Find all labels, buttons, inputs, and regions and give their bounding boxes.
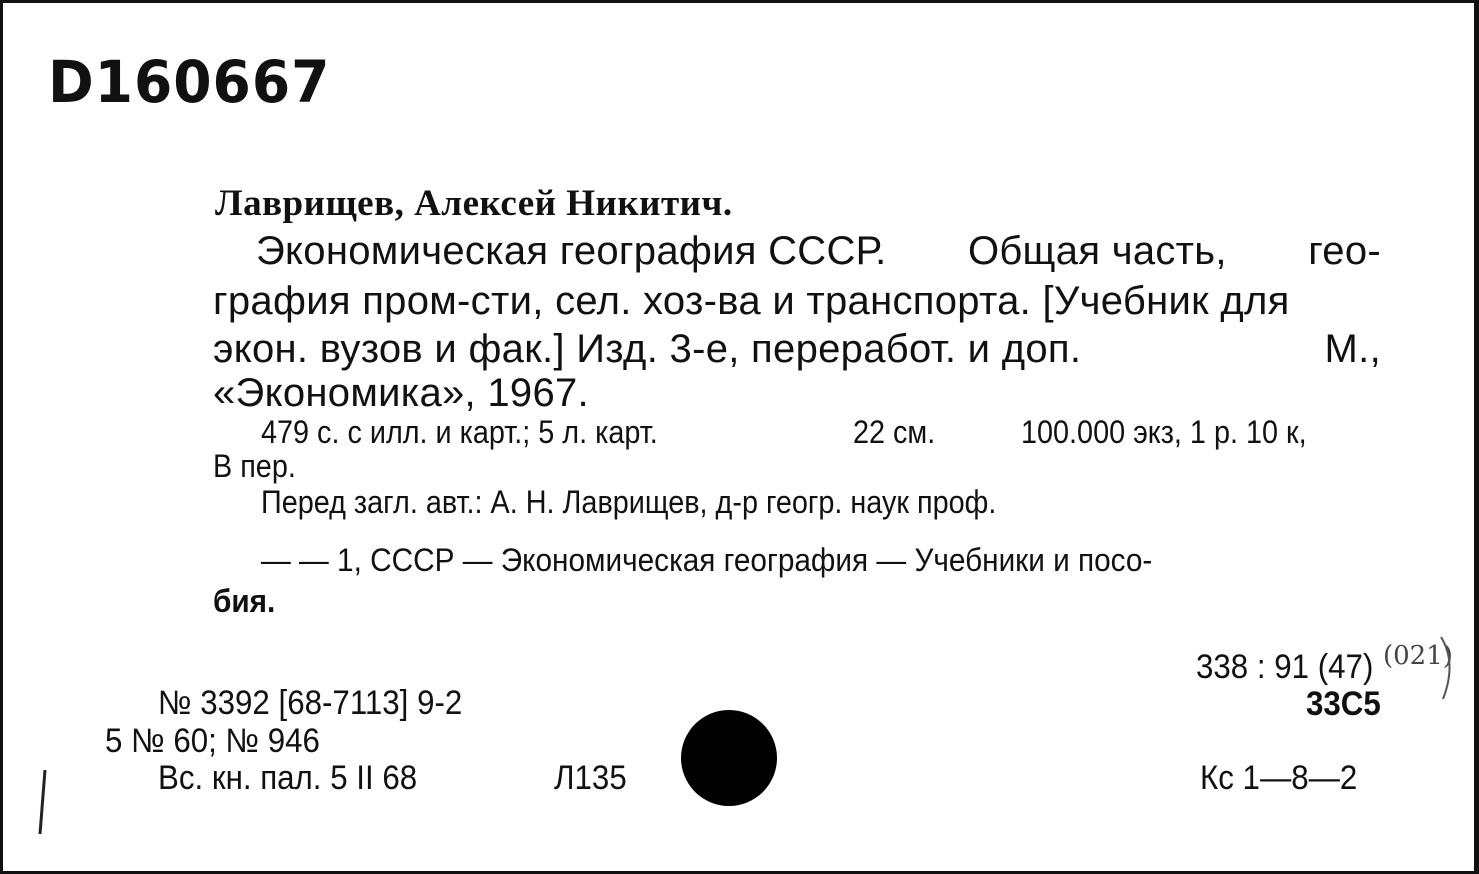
subject-line-2: бия. (213, 583, 276, 619)
udc-index: 338 : 91 (47) (1196, 648, 1374, 686)
title-line-1-part-3: гео- (1308, 229, 1381, 273)
book-chamber-date: Вс. кн. пал. 5 II 68 (158, 759, 418, 797)
registry-number: № 3392 [68-7113] 9-2 (158, 684, 463, 722)
registry-series: 5 № 60; № 946 (105, 722, 320, 760)
title-line-1 (256, 231, 1381, 271)
title-line-2 (213, 281, 1381, 321)
punch-hole (681, 710, 777, 806)
bracket-mark (1433, 633, 1463, 703)
pages-description: 479 с. с илл. и карт.; 5 л. карт. (261, 414, 658, 450)
title-line-3-part-2: М., (1324, 327, 1381, 371)
margin-mark (33, 768, 53, 838)
author-heading: Лаврищев, Алексей Никитич. (215, 183, 733, 224)
binding: В пер. (213, 448, 296, 484)
card-code: Кс 1—8—2 (1200, 759, 1358, 797)
bbk-index: 33С5 (1306, 685, 1381, 723)
copies-price: 100.000 экз, 1 р. 10 к, (1021, 414, 1307, 450)
order-number: Л135 (554, 759, 627, 797)
card-id: D160667 (48, 48, 331, 116)
title-line-1-part-2: Общая часть, (967, 229, 1227, 273)
handwritten-annotation: (021) (1383, 641, 1453, 671)
title-line-3 (213, 329, 1381, 369)
author-note: Перед загл. авт.: А. Н. Лаврищев, д-р геогр. наук проф. (261, 484, 997, 520)
size-description: 22 см. (853, 414, 936, 450)
title-line-3-part-1: экон. вузов и фак.] Изд. 3-е, переработ. и доп. (213, 327, 1082, 371)
title-line-2-part-1: графия пром-сти, сел. хоз-ва и транспорта. [Учебник для (213, 279, 1290, 323)
title-line-1-part-1: Экономическая география СССР. (256, 229, 887, 273)
subject-line-1: — — 1, СССР — Экономическая география — Учебники и посо- (261, 542, 1153, 578)
title-line-4: «Экономика», 1967. (213, 371, 589, 415)
